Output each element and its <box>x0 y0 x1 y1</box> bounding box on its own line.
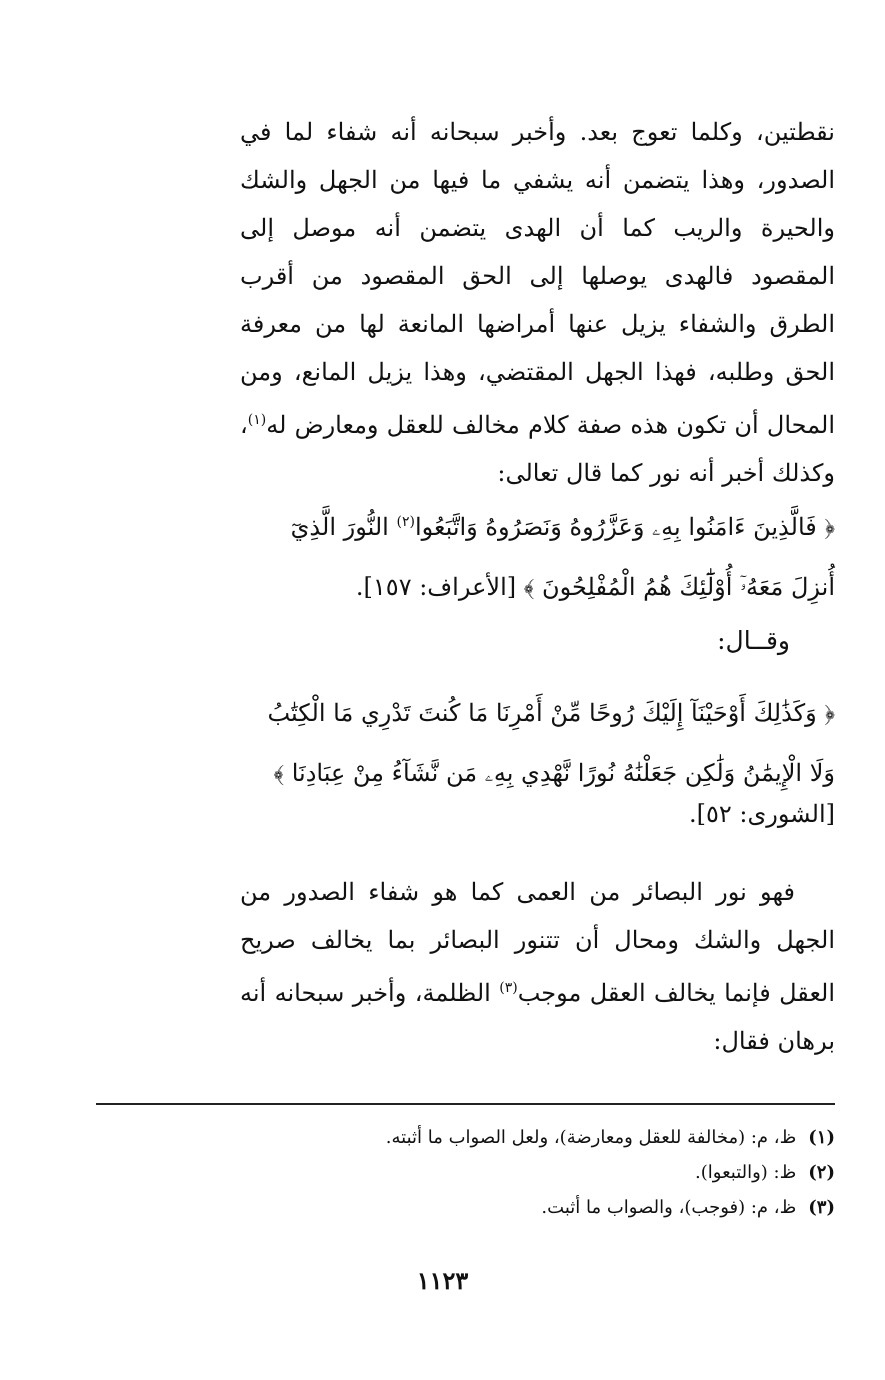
verse-2-citation: [الشورى: ٥٢]. <box>688 800 835 828</box>
paragraph-2-tail: الظلمة، وأخبر سبحانه أنه برهان فقال: <box>240 979 835 1055</box>
footnote-item-2 <box>240 1155 835 1190</box>
footnote-text: ظ: (والتبعوا). <box>695 1162 797 1183</box>
footnote-ref-2[interactable]: (٢) <box>396 514 415 530</box>
quran-verse-2: ﴿ وَكَذَٰلِكَ أَوْحَيْنَآ إِلَيْكَ رُوحًا مِّنْ أَمْرِنَا مَا كُنتَ تَدْرِي مَا الْكِتَٰبُ وَلَا الْإِيمَٰنُ وَلَٰكِن جَعَلْنَٰهُ نُورًا نَّهْدِي بِهِۦ مَن نَّشَآءُ مِنْ عِبَادِنَا ﴾ <box>267 699 835 787</box>
quran-verse-1 <box>240 492 835 612</box>
and-said-label: وقــال: <box>717 626 790 655</box>
footnote-item-3 <box>240 1190 835 1225</box>
footnote-number: (٣) <box>808 1197 835 1218</box>
footnote-text: ظ، م: (مخالفة للعقل ومعارضة)، ولعل الصواب ما أثبته. <box>385 1127 797 1148</box>
body-paragraph-2 <box>240 868 835 1068</box>
footnotes-list <box>240 1120 835 1225</box>
verse-1-tail: النُّورَ الَّذِيٓ أُنزِلَ مَعَهُۥٓ أُوْلَٰٓئِكَ هُمُ الْمُفْلِحُونَ ﴾ <box>290 513 835 601</box>
paragraph-1-text: نقطتين، وكلما تعوج بعد. وأخبر سبحانه أنه شفاء لما في الصدور، وهذا يتضمن أنه يشفي ما فيها من الجهل والشك والحيرة والريب كما أن الهدى يتضمن أنه موصل إلى المقصود فالهدى يوصلها إلى الحق المقصود من أقرب الطرق والشفاء يزيل عنها أمراضها المانعة لها من معرفة الحق وطلبه، فهذا الجهل المقتضي، وهذا يزيل المانع، ومن المحال أن تكون هذه صفة كلام مخالف للعقل ومعارض له <box>240 118 835 439</box>
page-number: ١١٢٣ <box>416 1266 469 1295</box>
footnote-text: ظ، م: (فوجب)، والصواب ما أثبت. <box>541 1197 797 1218</box>
footnote-separator <box>96 1103 835 1105</box>
verse-1-text: ﴿ فَالَّذِينَ ءَامَنُوا بِهِۦ وَعَزَّرُوهُ وَنَصَرُوهُ وَاتَّبَعُوا <box>414 513 835 541</box>
verse-1-citation: [الأعراف: ١٥٧]. <box>355 573 517 601</box>
footnote-number: (١) <box>808 1127 835 1148</box>
body-paragraph-1 <box>240 108 835 488</box>
paragraph-1-tail: ، وكذلك أخبر أنه نور كما قال تعالى: <box>240 411 835 487</box>
paragraph-2-text: فهو نور البصائر من العمى كما هو شفاء الصدور من الجهل والشك ومحال أن تتنور البصائر بما يخالف صريح العقل فإنما يخالف العقل موجب <box>240 878 835 1007</box>
footnote-ref-3[interactable]: (٣) <box>499 980 518 996</box>
footnote-item-1 <box>240 1120 835 1155</box>
footnote-number: (٢) <box>808 1162 835 1183</box>
footnote-ref-1[interactable]: (١) <box>247 412 267 428</box>
